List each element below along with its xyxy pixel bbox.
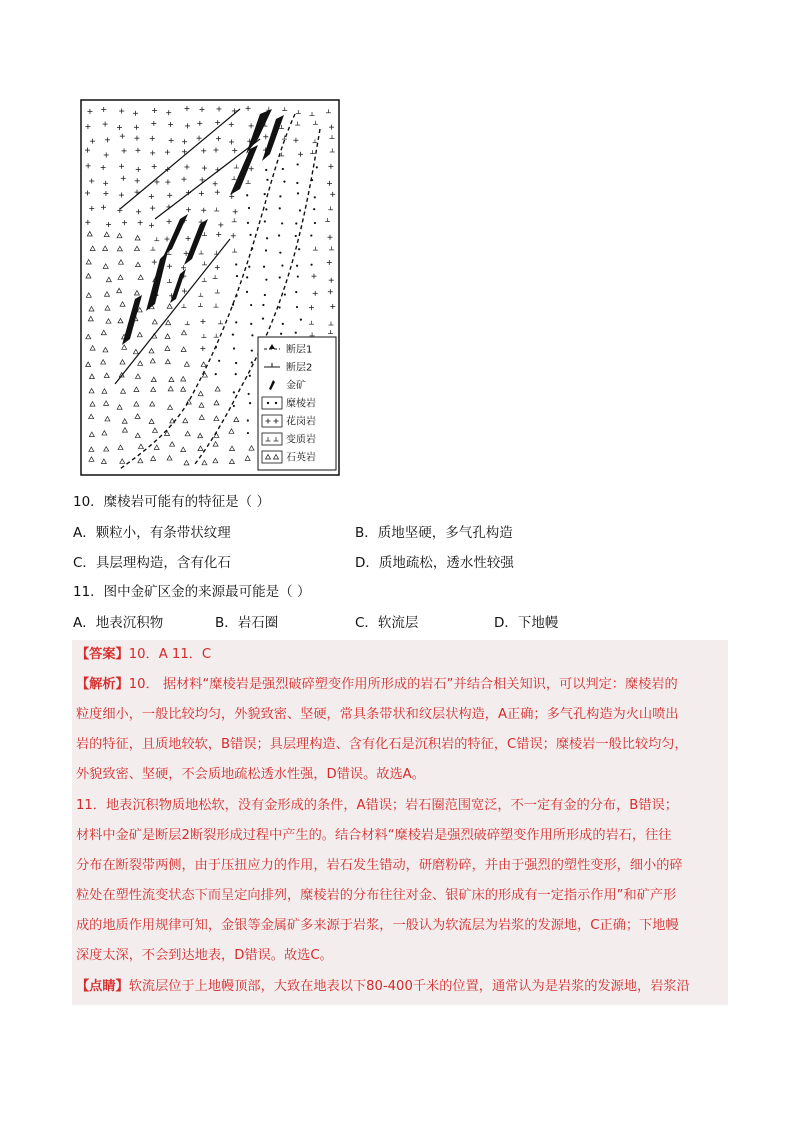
answer-text: 10．A 11．C — [128, 647, 212, 662]
comment-text: 软流层位于上地幔顶部，大致在地表以下80-400千米的位置，通常认为是岩浆的发源地，岩浆沿 — [128, 979, 690, 994]
analysis-line-9: 成的地质作用规律可知，金银等金属矿多来源于岩浆，一般认为软流层为岩浆的发源地，C正确；下地幔 — [76, 918, 679, 933]
answer-tag: 【答案】 — [76, 647, 129, 662]
legend-label: 变质岩 — [286, 434, 316, 446]
analysis-line-8: 粒处在塑性流变状态下而呈定向排列，糜棱岩的分布往往对金、银矿床的形成有一定指示作用”和矿产形 — [76, 888, 677, 903]
analysis-tag: 【解析】 — [76, 677, 129, 692]
question-10-option-a: A．颗粒小，有条带状纹理 — [73, 525, 231, 541]
analysis-line-1 — [76, 675, 678, 695]
answer-line — [76, 645, 211, 665]
legend-label: 断层2 — [286, 362, 313, 374]
analysis-line-10: 深度太深，不会到达地表，D错误。故选C。 — [76, 948, 333, 963]
question-11-stem: 11．图中金矿区金的来源最可能是（ ） — [73, 584, 311, 600]
analysis-line-3: 岩的特征，且质地较软，B错误；具层理构造、含有化石是沉积岩的特征，C错误；糜棱岩一般比较均匀， — [76, 737, 688, 752]
question-11-option-a: A．地表沉积物 — [73, 615, 164, 631]
analysis-line-4: 外貌致密、坚硬，不会质地疏松透水性强，D错误。故选A。 — [76, 767, 425, 782]
analysis-line-7: 分布在断裂带两侧，由于压扭应力的作用，岩石发生错动，研磨粉碎，并由于强烈的塑性变形，细小的碎 — [76, 858, 683, 873]
legend — [258, 337, 336, 470]
geology-map-figure — [80, 99, 340, 476]
comment-line — [76, 977, 690, 997]
question-11-option-b: B．岩石圈 — [215, 615, 279, 631]
legend-label: 花岗岩 — [286, 416, 316, 428]
comment-tag: 【点睛】 — [76, 979, 129, 994]
legend-label: 石英岩 — [286, 452, 316, 464]
question-10-option-b: B．质地坚硬，多气孔构造 — [355, 525, 513, 541]
legend-label: 金矿 — [286, 380, 306, 392]
question-10-option-c: C．具层理构造，含有化石 — [73, 555, 231, 571]
analysis-line-5: 11．地表沉积物质地松软，没有金形成的条件，A错误；岩石圈范围宽泛，不一定有金的分布，B错误； — [76, 798, 678, 813]
analysis-line-2: 粒度细小，一般比较均匀，外貌致密、坚硬，常具条带状和纹层状构造，A正确；多气孔构造为火山喷出 — [76, 707, 679, 722]
question-11-option-d: D．下地幔 — [494, 615, 559, 631]
question-11-option-c: C．软流层 — [355, 615, 419, 631]
analysis-line-6: 材料中金矿是断层2断裂形成过程中产生的。结合材料“糜棱岩是强烈破碎塑变作用所形成的岩石，往往 — [76, 828, 672, 843]
analysis-text-1: 10． 据材料“糜棱岩是强烈破碎塑变作用所形成的岩石”并结合相关知识，可以判定：糜棱岩的 — [128, 677, 678, 692]
legend-label: 断层1 — [286, 344, 313, 356]
question-10-stem: 10．糜棱岩可能有的特征是（ ） — [73, 494, 270, 510]
question-10-option-d: D．质地疏松，透水性较强 — [355, 555, 514, 571]
legend-label: 糜棱岩 — [286, 398, 316, 410]
